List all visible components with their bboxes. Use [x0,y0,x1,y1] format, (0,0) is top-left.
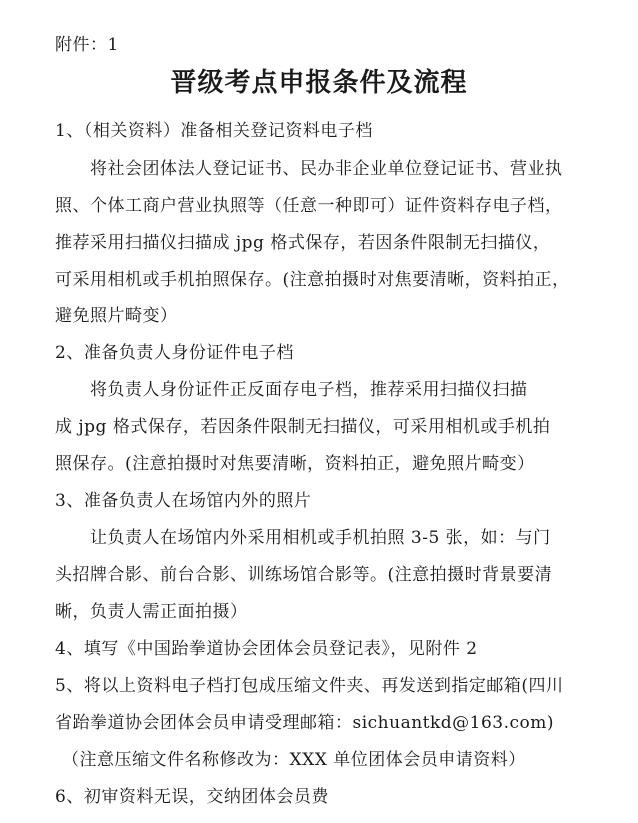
paragraph-line: 头招牌合影、前台合影、训练场馆合影等。(注意拍摄时背景要清 [55,565,553,585]
section-heading-5: 5、将以上资料电子档打包成压缩文件夹、再发送到指定邮箱(四川 [55,676,564,696]
paragraph-line: 让负责人在场馆内外采用相机或手机拍照 3-5 张，如：与门 [90,528,551,548]
paragraph-line: （注意压缩文件名称修改为：XXX 单位团体会员申请资料） [62,750,526,770]
paragraph-line: 晰，负责人需正面拍摄） [55,602,248,622]
page-title: 晋级考点申报条件及流程 [170,68,468,98]
paragraph-line: 照保存。(注意拍摄时对焦要清晰，资料拍正，避免照片畸变） [55,454,535,474]
section-heading-1: 1、（相关资料）准备相关登记资料电子档 [55,121,373,141]
section-heading-3: 3、准备负责人在场馆内外的照片 [55,491,312,511]
paragraph-line: 推荐采用扫描仪扫描成 jpg 格式保存，若因条件限制无扫描仪， [55,233,551,253]
paragraph-line: 将负责人身份证件正反面存电子档，推荐采用扫描仪扫描 [90,380,528,400]
section-heading-2: 2、准备负责人身份证件电子档 [55,343,294,363]
paragraph-line: 成 jpg 格式保存，若因条件限制无扫描仪，可采用相机或手机拍 [55,417,551,437]
section-heading-4: 4、填写《中国跆拳道协会团体会员登记表》，见附件 2 [55,639,478,659]
paragraph-line: 可采用相机或手机拍照保存。(注意拍摄时对焦要清晰，资料拍正， [55,270,570,290]
paragraph-line: 避免照片畸变） [55,306,178,326]
section-heading-6: 6、初审资料无误，交纳团体会员费 [55,787,329,807]
paragraph-line: 省跆拳道协会团体会员申请受理邮箱：sichuantkd@163.com) [55,713,555,733]
attachment-label: 附件：1 [55,35,119,55]
paragraph-line: 将社会团体法人登记证书、民办非企业单位登记证书、营业执 [90,159,563,179]
paragraph-line: 照、个体工商户营业执照等（任意一种即可）证件资料存电子档， [55,196,563,216]
